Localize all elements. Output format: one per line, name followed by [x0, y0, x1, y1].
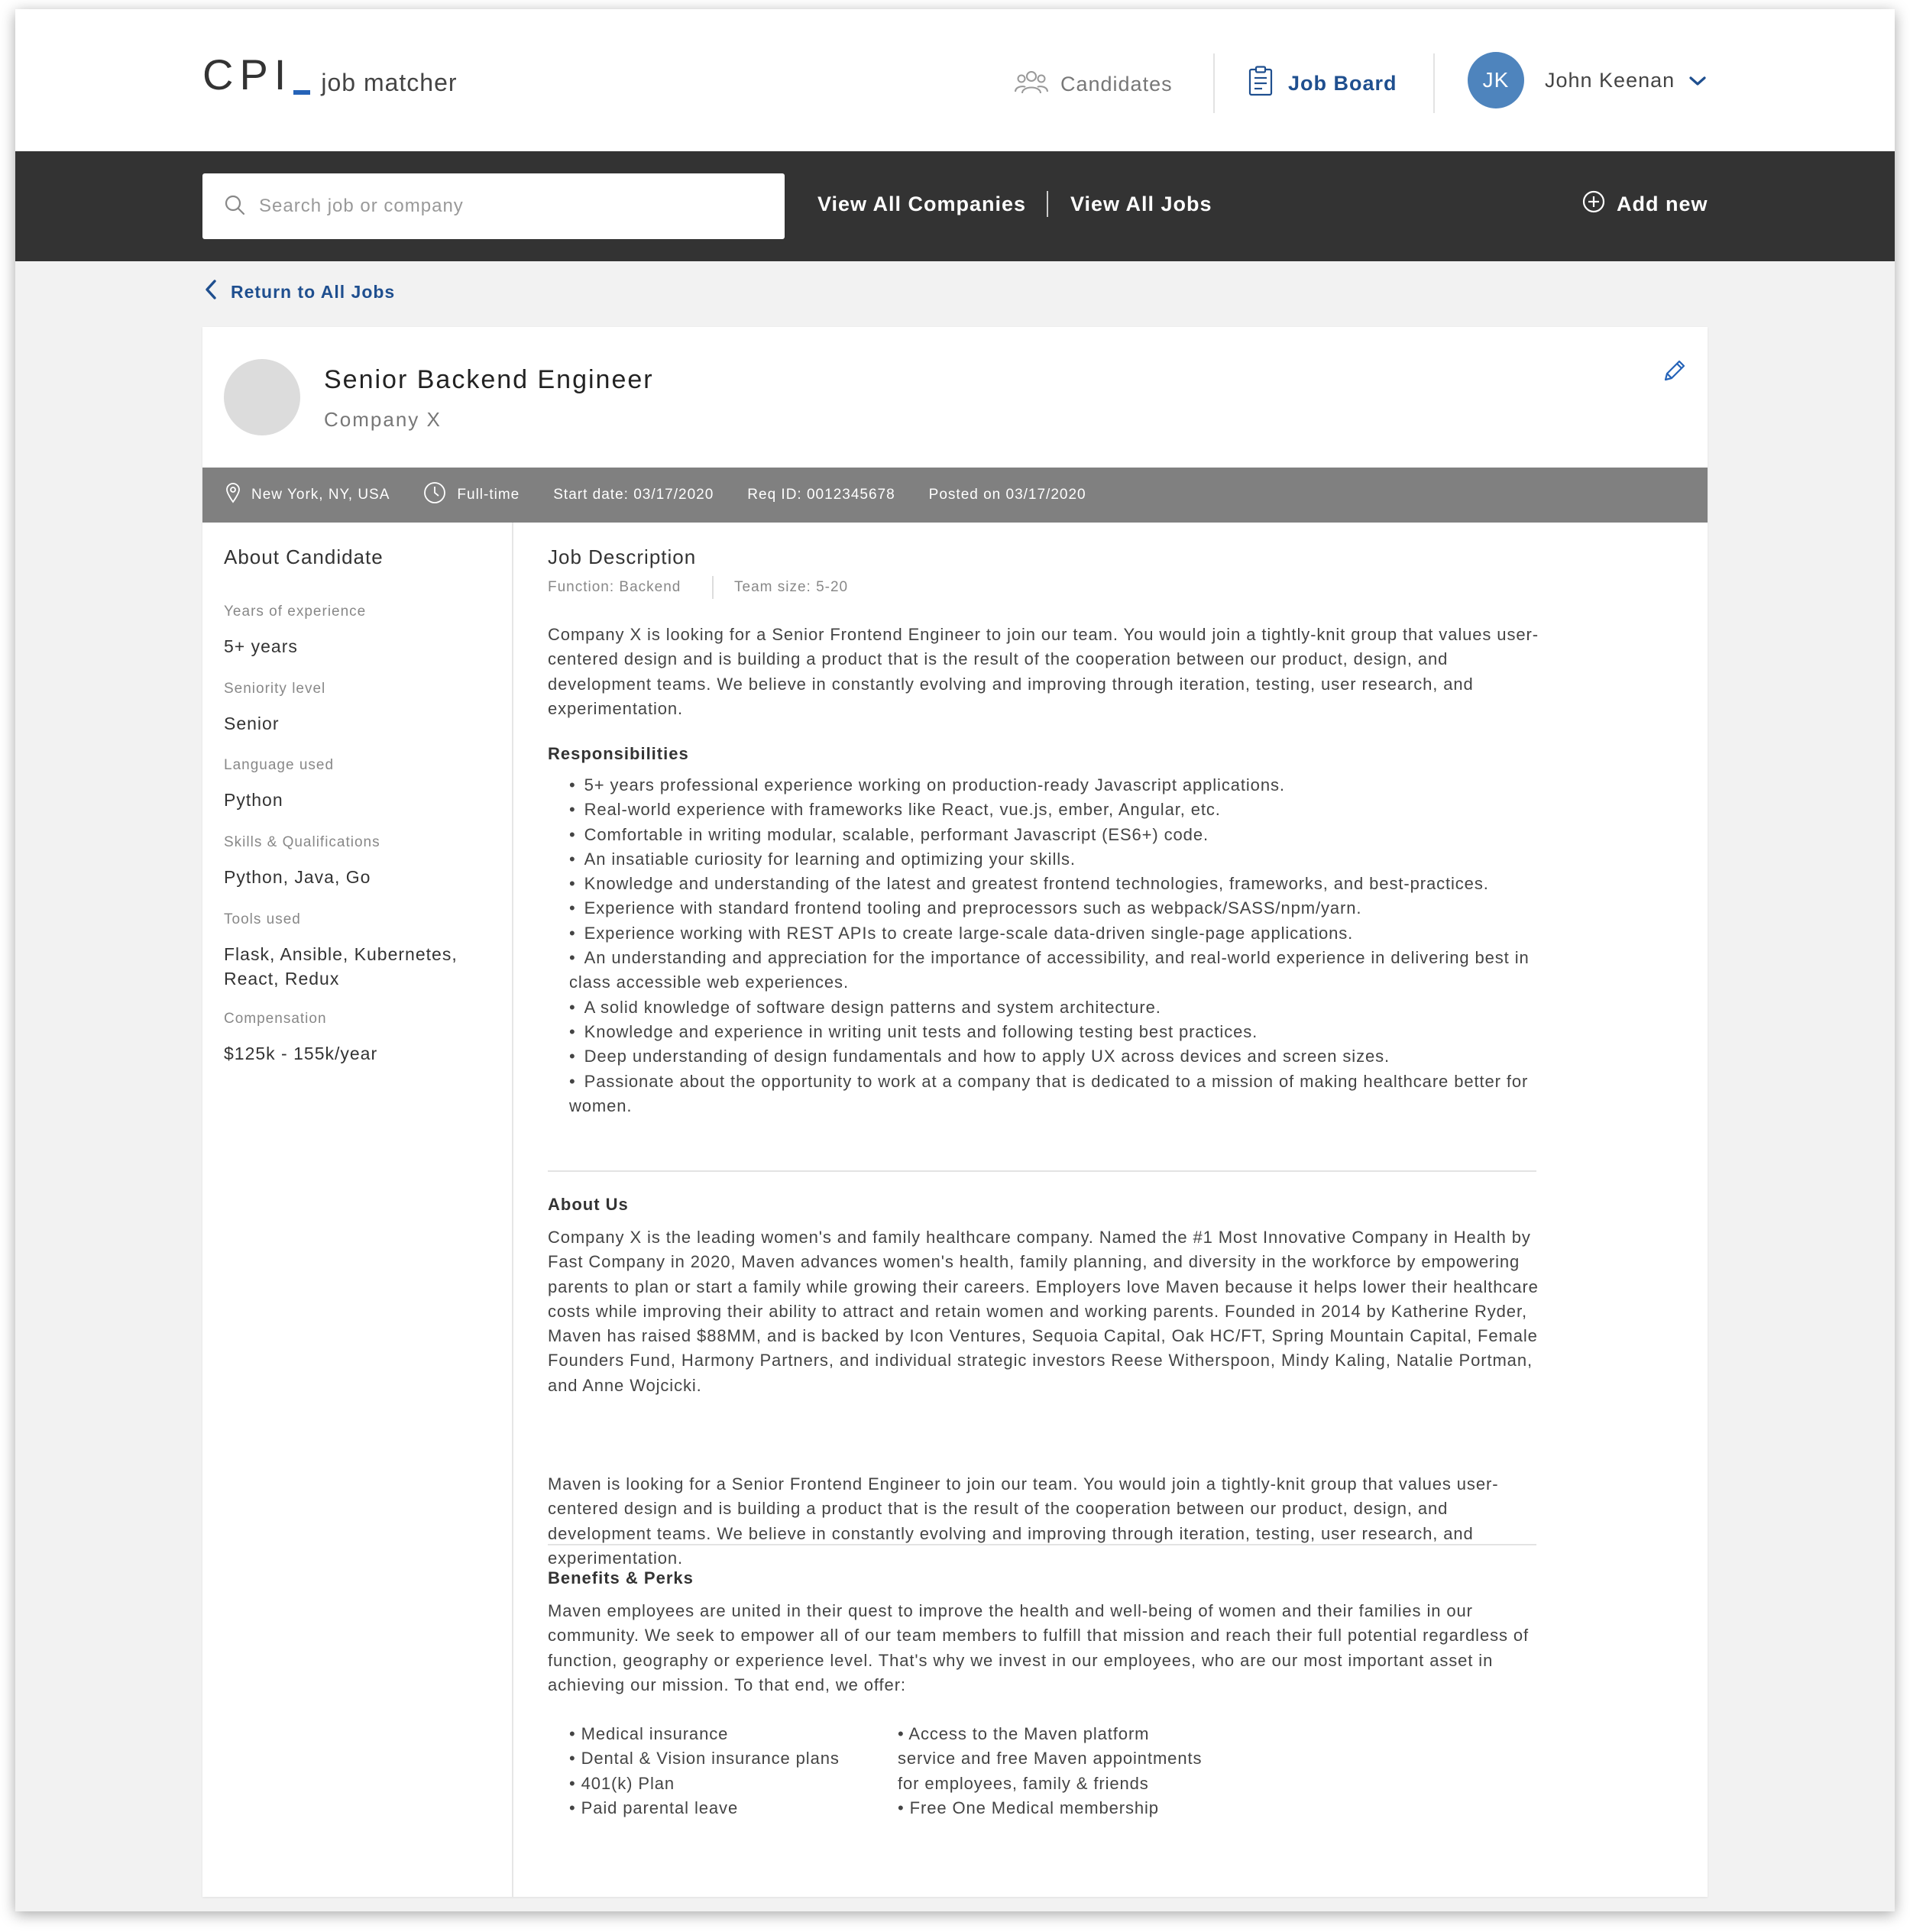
list-item: • Dental & Vision insurance plans — [569, 1746, 882, 1771]
meta-location — [225, 482, 390, 508]
section-divider — [548, 1170, 1536, 1172]
list-item: • Real-world experience with frameworks like React, vue.js, ember, Angular, etc. — [569, 798, 1532, 822]
pencil-icon[interactable] — [1662, 358, 1688, 387]
list-item: • 5+ years professional experience working on production-ready Javascript applications. — [569, 773, 1532, 798]
logo-text: job matcher — [321, 69, 458, 96]
section-divider — [548, 1544, 1536, 1545]
responsibilities-list — [569, 773, 1532, 1118]
sidebar-title: About Candidate — [224, 545, 384, 568]
logo-mark: CPI — [202, 50, 293, 99]
job-title: Senior Backend Engineer — [324, 365, 654, 394]
add-new-label: Add new — [1617, 193, 1708, 215]
nav-divider — [1213, 53, 1215, 113]
function-label: Function: Backend — [548, 579, 681, 595]
field-label: Tools used — [224, 911, 301, 927]
benefits-paragraph: Maven employees are united in their quest to improve the health and well-being of women and their families in our community. We seek to empower all of our team members to fulfill that mission and reach their full potential regardless of function, geography or experience level. That's why we invest in our employees, who are our most important asset in achieving our mission. To that end, we offer: — [548, 1601, 1530, 1694]
list-item: • Comfortable in writing modular, scalable, performant Javascript (ES6+) code. — [569, 823, 1532, 847]
plus-circle-icon — [1581, 189, 1606, 219]
list-item: • Knowledge and understanding of the latest and greatest frontend technologies, frameworks, and best-practices. — [569, 872, 1532, 896]
user-menu[interactable] — [1545, 69, 1707, 92]
field-value: $125k - 155k/year — [224, 1044, 378, 1063]
nav-divider — [1433, 53, 1435, 113]
people-icon — [1015, 69, 1048, 100]
nav-candidates-label: Candidates — [1060, 73, 1173, 95]
field-label: Language used — [224, 757, 335, 773]
list-item: • Paid parental leave — [569, 1796, 882, 1820]
list-item: • Experience working with REST APIs to create large-scale data-driven single-page applications. — [569, 921, 1532, 946]
company-logo — [224, 359, 300, 435]
list-item: • A solid knowledge of software design patterns and system architecture. — [569, 995, 1532, 1020]
list-item: • Medical insurance — [569, 1722, 882, 1746]
top-header — [15, 9, 1895, 151]
meta-type — [423, 481, 520, 509]
app-window — [15, 9, 1895, 1911]
meta-location-text: New York, NY, USA — [251, 487, 390, 503]
company-name[interactable]: Company X — [324, 408, 442, 431]
return-link-label: Return to All Jobs — [231, 281, 396, 302]
job-card — [202, 327, 1708, 1897]
list-item: • Free One Medical membership — [898, 1796, 1203, 1820]
benefits-heading: Benefits & Perks — [548, 1568, 694, 1587]
about-paragraph: Company X is the leading women's and family healthcare company. Named the #1 Most Innovative Company in Health by Fast Company in 2020, Maven advances women's health, family planning, and diversity in the workforce by empowering parents to plan or start a family while growing their careers. Employers love Maven because it helps lower their healthcare costs while improving their ability to attract and retain women and working parents. Founded in 2014 by Katherine Ryder, Maven has raised $88MM, and is backed by Icon Ventures, Sequoia Capital, Oak HC/FT, Spring Mountain Capital, Female Founders Fund, Harmony Partners, and individual strategic investors Reese Witherspoon, Mindy Kaling, Natalie Portman, and Anne Wojcicki. — [548, 1228, 1539, 1395]
perks-list-left — [569, 1722, 882, 1820]
field-value: Senior — [224, 714, 280, 733]
field-value: Flask, Ansible, Kubernetes, React, Redux — [224, 944, 458, 989]
chevron-left-icon — [205, 279, 217, 305]
meta-req-id: Req ID: 0012345678 — [747, 487, 895, 503]
field-label: Skills & Qualifications — [224, 834, 380, 850]
description-title: Job Description — [548, 545, 697, 568]
location-pin-icon — [225, 482, 241, 508]
list-item: • Deep understanding of design fundamentals and how to apply UX across devices and screen sizes. — [569, 1044, 1532, 1069]
user-avatar[interactable]: JK — [1468, 52, 1524, 108]
team-size-label: Team size: 5-20 — [734, 579, 849, 595]
view-all-companies-link[interactable]: View All Companies — [817, 193, 1027, 215]
perks-list-right — [898, 1722, 1203, 1820]
meta-type-text: Full-time — [457, 487, 520, 503]
responsibilities-heading: Responsibilities — [548, 744, 689, 763]
list-item: • Experience with standard frontend tooling and preprocessors such as webpack/SASS/npm/yarn. — [569, 896, 1532, 921]
list-item: • Passionate about the opportunity to work at a company that is dedicated to a mission of making healthcare better for women. — [569, 1070, 1532, 1119]
logo[interactable] — [202, 50, 458, 99]
clipboard-icon — [1248, 66, 1273, 102]
field-value: 5+ years — [224, 636, 298, 656]
intro-paragraph: Company X is looking for a Senior Frontend Engineer to join our team. You would join a tightly-knit group that values user-centered design and is building a product that is the result of the cooperation between our product, design, and development teams. We believe in constantly evolving and improving through iteration, testing, user research, and experimentation. — [548, 625, 1539, 718]
candidate-sidebar — [202, 523, 513, 1897]
clock-icon — [423, 481, 446, 509]
field-label: Compensation — [224, 1011, 327, 1027]
user-name: John Keenan — [1545, 69, 1675, 92]
search-input[interactable] — [259, 196, 748, 217]
about-paragraph-2: Maven is looking for a Senior Frontend Engineer to join our team. You would join a tightly-knit group that values user-centered design and is building a product that is the result of the cooperation between our product, design, and development teams. We believe in constantly evolving and improving through iteration, testing, user research, and experimentation. — [548, 1474, 1499, 1568]
return-link[interactable] — [205, 279, 395, 305]
list-item: • An understanding and appreciation for the importance of accessibility, and real-world experience in delivering best in class accessible web experiences. — [569, 946, 1532, 995]
field-value: Python — [224, 790, 283, 810]
list-item: • Knowledge and experience in writing unit tests and following testing best practices. — [569, 1020, 1532, 1044]
nav-job-board-label: Job Board — [1288, 72, 1397, 95]
field-label: Seniority level — [224, 681, 326, 697]
list-item: • 401(k) Plan — [569, 1772, 882, 1796]
meta-start-date: Start date: 03/17/2020 — [553, 487, 714, 503]
sub-divider — [712, 576, 714, 599]
toolbar-divider — [1047, 191, 1048, 217]
field-label: Years of experience — [224, 604, 367, 620]
add-new-button[interactable] — [1581, 189, 1708, 219]
list-item: • An insatiable curiosity for learning and optimizing your skills. — [569, 847, 1532, 872]
view-all-jobs-link[interactable]: View All Jobs — [1070, 193, 1212, 215]
search-box[interactable] — [202, 173, 785, 239]
list-item: • Access to the Maven platform service and free Maven appointments for employees, family & friends — [898, 1722, 1203, 1796]
chevron-down-icon — [1688, 69, 1707, 92]
about-heading: About Us — [548, 1195, 629, 1214]
search-icon — [224, 194, 245, 219]
field-value: Python, Java, Go — [224, 867, 371, 887]
nav-job-board[interactable] — [1248, 66, 1397, 102]
job-meta-bar — [202, 468, 1708, 523]
logo-underscore — [293, 90, 310, 95]
nav-candidates[interactable] — [1015, 69, 1173, 100]
meta-posted: Posted on 03/17/2020 — [928, 487, 1086, 503]
